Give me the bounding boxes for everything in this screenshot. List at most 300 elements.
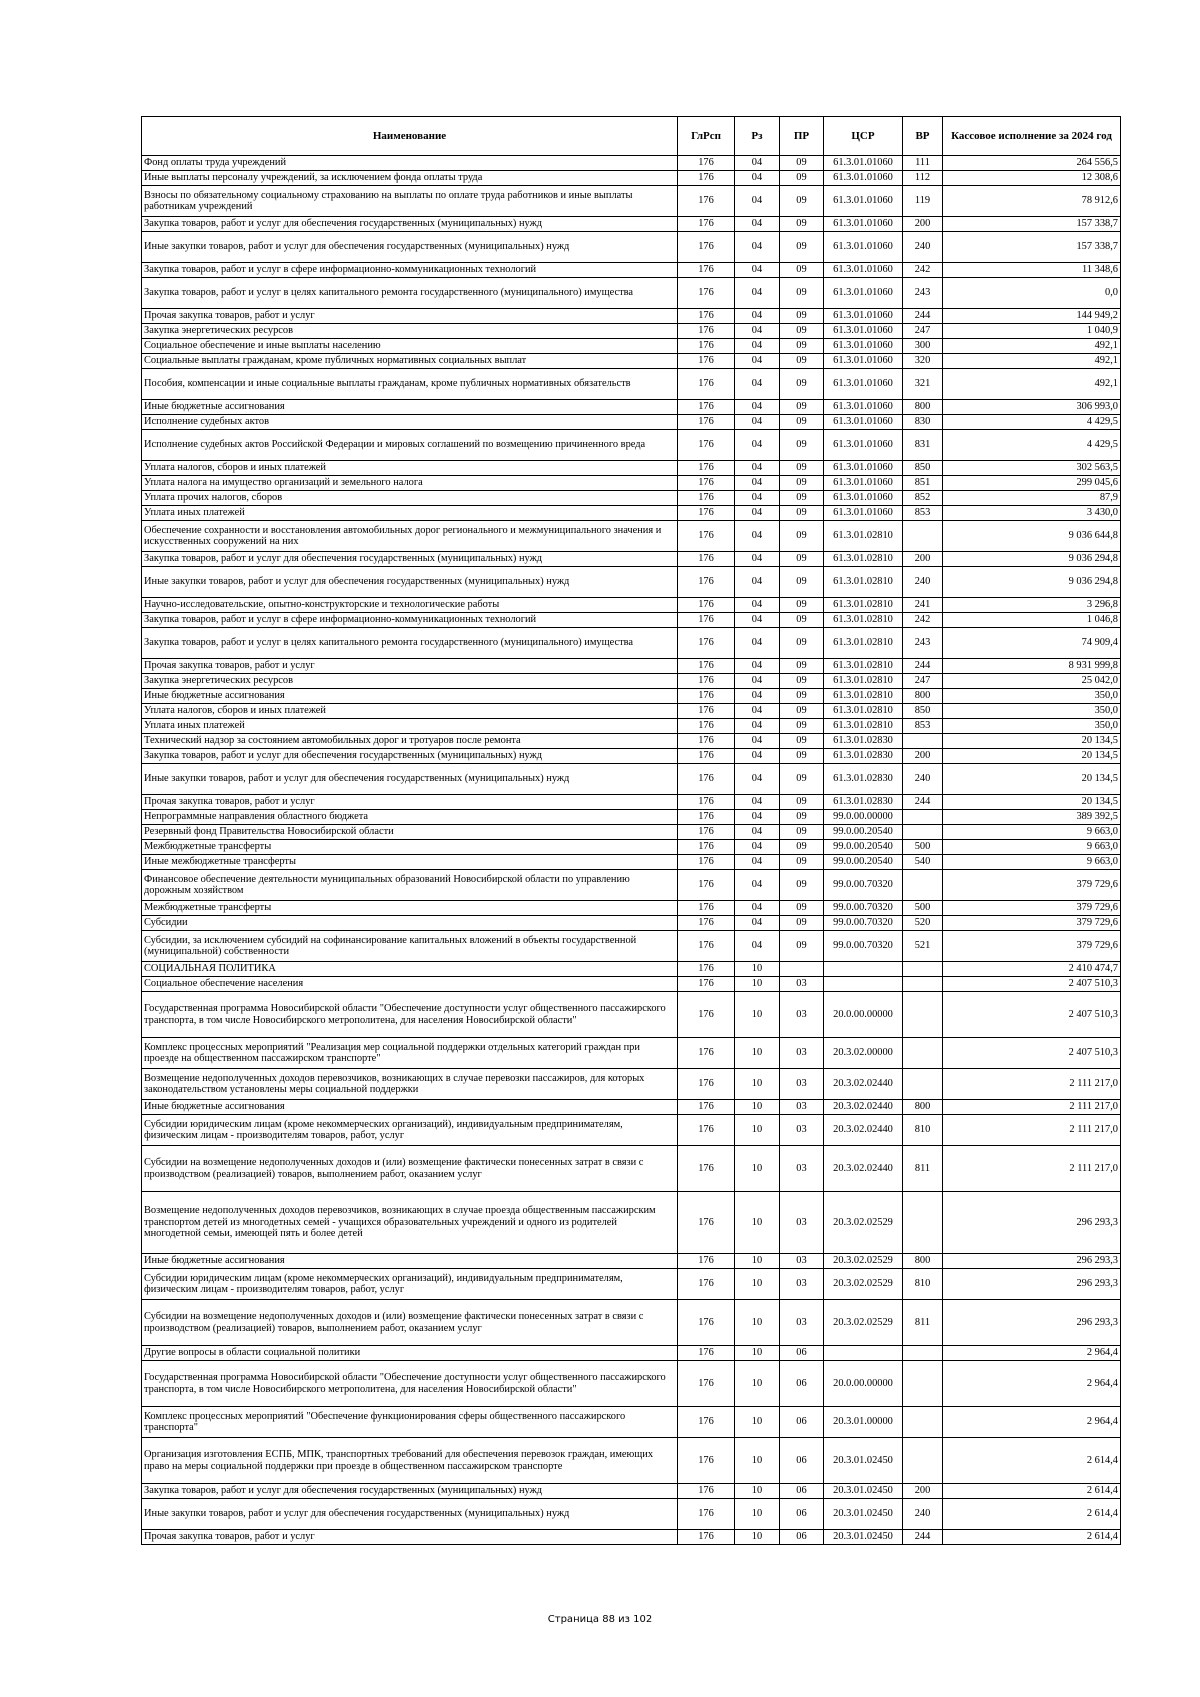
cell-amount: 1 040,9	[943, 324, 1121, 339]
cell-rz: 04	[735, 309, 780, 324]
cell-vr: 240	[903, 764, 943, 795]
cell-csr: 61.3.01.01060	[824, 156, 903, 171]
cell-pr: 09	[780, 749, 824, 764]
cell-amount: 264 556,5	[943, 156, 1121, 171]
table-row	[142, 719, 1121, 734]
cell-amount: 492,1	[943, 354, 1121, 369]
cell-name: Закупка товаров, работ и услуг в сфере информационно-коммуникационных технологий	[142, 263, 678, 278]
cell-grbs: 176	[678, 171, 735, 186]
cell-amount: 1 046,8	[943, 613, 1121, 628]
cell-csr: 99.0.00.20540	[824, 825, 903, 840]
cell-csr: 61.3.01.02810	[824, 704, 903, 719]
cell-grbs: 176	[678, 232, 735, 263]
cell-pr: 09	[780, 171, 824, 186]
cell-vr	[903, 962, 943, 977]
cell-vr: 811	[903, 1300, 943, 1346]
cell-amount: 2 111 217,0	[943, 1146, 1121, 1192]
cell-amount: 2 614,4	[943, 1484, 1121, 1499]
cell-grbs: 176	[678, 415, 735, 430]
cell-amount: 296 293,3	[943, 1192, 1121, 1254]
cell-vr: 800	[903, 1254, 943, 1269]
cell-amount: 379 729,6	[943, 916, 1121, 931]
cell-vr	[903, 992, 943, 1038]
table-row	[142, 1115, 1121, 1146]
cell-name: Субсидии юридическим лицам (кроме некоммерческих организаций), индивидуальным предпринимателям, физическим лицам - производителям товаров, работ, услуг	[142, 1269, 678, 1300]
table-row	[142, 855, 1121, 870]
cell-vr: 241	[903, 598, 943, 613]
cell-grbs: 176	[678, 628, 735, 659]
cell-vr: 831	[903, 430, 943, 461]
cell-name: Субсидии юридическим лицам (кроме некоммерческих организаций), индивидуальным предпринимателям, физическим лицам - производителям товаров, работ, услуг	[142, 1115, 678, 1146]
cell-amount: 2 111 217,0	[943, 1115, 1121, 1146]
cell-grbs: 176	[678, 354, 735, 369]
cell-csr: 61.3.01.01060	[824, 415, 903, 430]
cell-vr: 520	[903, 916, 943, 931]
table-row	[142, 674, 1121, 689]
cell-rz: 10	[735, 1100, 780, 1115]
cell-grbs: 176	[678, 1146, 735, 1192]
cell-pr: 06	[780, 1438, 824, 1484]
cell-pr: 09	[780, 415, 824, 430]
table-row	[142, 324, 1121, 339]
cell-grbs: 176	[678, 870, 735, 901]
cell-name: Иные бюджетные ассигнования	[142, 689, 678, 704]
cell-pr: 03	[780, 992, 824, 1038]
cell-grbs: 176	[678, 901, 735, 916]
cell-amount: 157 338,7	[943, 232, 1121, 263]
cell-name: Межбюджетные трансферты	[142, 840, 678, 855]
cell-pr: 09	[780, 901, 824, 916]
cell-vr	[903, 1407, 943, 1438]
cell-csr: 20.3.01.02450	[824, 1530, 903, 1545]
table-row	[142, 430, 1121, 461]
cell-rz: 04	[735, 825, 780, 840]
cell-name: Финансовое обеспечение деятельности муниципальных образований Новосибирской области по управлению дорожным хозяйством	[142, 870, 678, 901]
table-row	[142, 810, 1121, 825]
cell-name: Прочая закупка товаров, работ и услуг	[142, 795, 678, 810]
cell-rz: 04	[735, 870, 780, 901]
cell-name: Закупка товаров, работ и услуг для обеспечения государственных (муниципальных) нужд	[142, 552, 678, 567]
cell-pr: 09	[780, 521, 824, 552]
cell-pr: 09	[780, 552, 824, 567]
cell-amount: 87,9	[943, 491, 1121, 506]
cell-amount: 8 931 999,8	[943, 659, 1121, 674]
cell-csr: 61.3.01.01060	[824, 506, 903, 521]
cell-pr: 09	[780, 232, 824, 263]
cell-grbs: 176	[678, 719, 735, 734]
cell-rz: 04	[735, 719, 780, 734]
cell-rz: 04	[735, 598, 780, 613]
cell-amount: 20 134,5	[943, 749, 1121, 764]
cell-grbs: 176	[678, 506, 735, 521]
table-row	[142, 186, 1121, 217]
cell-amount: 2 407 510,3	[943, 1038, 1121, 1069]
cell-vr	[903, 521, 943, 552]
cell-rz: 04	[735, 171, 780, 186]
cell-csr: 61.3.01.01060	[824, 263, 903, 278]
cell-vr: 852	[903, 491, 943, 506]
cell-pr: 09	[780, 719, 824, 734]
cell-grbs: 176	[678, 1192, 735, 1254]
cell-vr: 247	[903, 324, 943, 339]
cell-grbs: 176	[678, 1269, 735, 1300]
cell-pr: 09	[780, 309, 824, 324]
cell-pr: 03	[780, 1192, 824, 1254]
table-row	[142, 749, 1121, 764]
cell-grbs: 176	[678, 1069, 735, 1100]
cell-rz: 04	[735, 734, 780, 749]
cell-vr	[903, 870, 943, 901]
table-row	[142, 1269, 1121, 1300]
cell-grbs: 176	[678, 1407, 735, 1438]
cell-csr: 99.0.00.20540	[824, 855, 903, 870]
cell-amount: 296 293,3	[943, 1254, 1121, 1269]
cell-pr: 09	[780, 674, 824, 689]
cell-pr: 09	[780, 339, 824, 354]
cell-grbs: 176	[678, 855, 735, 870]
cell-csr: 61.3.01.02830	[824, 795, 903, 810]
cell-rz: 04	[735, 855, 780, 870]
cell-pr: 09	[780, 840, 824, 855]
cell-grbs: 176	[678, 674, 735, 689]
cell-pr: 06	[780, 1499, 824, 1530]
cell-pr: 09	[780, 369, 824, 400]
cell-rz: 04	[735, 931, 780, 962]
cell-name: Закупка товаров, работ и услуг в целях капитального ремонта государственного (муниципального) имущества	[142, 628, 678, 659]
cell-rz: 10	[735, 1499, 780, 1530]
cell-name: Уплата налогов, сборов и иных платежей	[142, 461, 678, 476]
cell-pr: 03	[780, 1269, 824, 1300]
cell-rz: 10	[735, 1115, 780, 1146]
table-row	[142, 1038, 1121, 1069]
cell-name: СОЦИАЛЬНАЯ ПОЛИТИКА	[142, 962, 678, 977]
cell-amount: 9 036 644,8	[943, 521, 1121, 552]
cell-name: Иные бюджетные ассигнования	[142, 1254, 678, 1269]
table-row	[142, 977, 1121, 992]
table-body	[142, 156, 1121, 1545]
cell-vr: 200	[903, 1484, 943, 1499]
cell-pr: 09	[780, 400, 824, 415]
cell-amount: 144 949,2	[943, 309, 1121, 324]
cell-amount: 20 134,5	[943, 734, 1121, 749]
cell-rz: 04	[735, 628, 780, 659]
cell-rz: 04	[735, 461, 780, 476]
cell-amount: 20 134,5	[943, 795, 1121, 810]
table-row	[142, 552, 1121, 567]
cell-amount: 379 729,6	[943, 931, 1121, 962]
cell-csr: 61.3.01.01060	[824, 217, 903, 232]
cell-pr: 06	[780, 1361, 824, 1407]
cell-amount: 2 111 217,0	[943, 1100, 1121, 1115]
cell-grbs: 176	[678, 1438, 735, 1484]
cell-pr: 09	[780, 506, 824, 521]
cell-csr: 61.3.01.01060	[824, 476, 903, 491]
cell-rz: 04	[735, 810, 780, 825]
cell-amount: 2 964,4	[943, 1361, 1121, 1407]
cell-name: Уплата налога на имущество организаций и земельного налога	[142, 476, 678, 491]
cell-grbs: 176	[678, 1300, 735, 1346]
cell-pr: 09	[780, 916, 824, 931]
cell-vr: 112	[903, 171, 943, 186]
cell-vr: 830	[903, 415, 943, 430]
cell-name: Иные закупки товаров, работ и услуг для обеспечения государственных (муниципальных) нужд	[142, 764, 678, 795]
cell-rz: 04	[735, 415, 780, 430]
cell-name: Прочая закупка товаров, работ и услуг	[142, 659, 678, 674]
cell-grbs: 176	[678, 430, 735, 461]
cell-rz: 10	[735, 1038, 780, 1069]
cell-pr: 09	[780, 324, 824, 339]
cell-vr: 853	[903, 719, 943, 734]
cell-csr: 20.3.02.02529	[824, 1269, 903, 1300]
cell-pr: 03	[780, 1115, 824, 1146]
cell-name: Закупка товаров, работ и услуг для обеспечения государственных (муниципальных) нужд	[142, 217, 678, 232]
cell-name: Закупка товаров, работ и услуг в сфере информационно-коммуникационных технологий	[142, 613, 678, 628]
cell-csr: 61.3.01.02810	[824, 659, 903, 674]
table-row	[142, 1438, 1121, 1484]
cell-csr: 99.0.00.70320	[824, 931, 903, 962]
budget-execution-table	[141, 116, 1121, 1545]
cell-amount: 0,0	[943, 278, 1121, 309]
cell-amount: 74 909,4	[943, 628, 1121, 659]
cell-vr: 243	[903, 628, 943, 659]
table-row	[142, 1407, 1121, 1438]
cell-vr: 200	[903, 749, 943, 764]
cell-vr	[903, 1038, 943, 1069]
cell-name: Возмещение недополученных доходов перевозчиков, возникающих в случае проезда общественным пассажирским транспортом детей из многодетных семей - учащихся образовательных учреждений и одного из родителей многодетной семьи, имеющей пять и более детей	[142, 1192, 678, 1254]
cell-grbs: 176	[678, 217, 735, 232]
cell-amount: 3 430,0	[943, 506, 1121, 521]
table-row	[142, 369, 1121, 400]
cell-csr: 20.3.02.02440	[824, 1146, 903, 1192]
cell-rz: 04	[735, 491, 780, 506]
cell-grbs: 176	[678, 567, 735, 598]
cell-rz: 10	[735, 1346, 780, 1361]
table-row	[142, 339, 1121, 354]
cell-vr	[903, 1438, 943, 1484]
cell-name: Прочая закупка товаров, работ и услуг	[142, 1530, 678, 1545]
cell-rz: 04	[735, 916, 780, 931]
cell-amount: 2 111 217,0	[943, 1069, 1121, 1100]
cell-vr	[903, 734, 943, 749]
cell-name: Иные межбюджетные трансферты	[142, 855, 678, 870]
cell-amount: 389 392,5	[943, 810, 1121, 825]
cell-grbs: 176	[678, 1361, 735, 1407]
table-row	[142, 400, 1121, 415]
cell-rz: 04	[735, 156, 780, 171]
cell-csr	[824, 1346, 903, 1361]
table-row	[142, 1346, 1121, 1361]
cell-csr: 99.0.00.20540	[824, 840, 903, 855]
table-row	[142, 567, 1121, 598]
table-row	[142, 521, 1121, 552]
cell-vr: 244	[903, 309, 943, 324]
cell-name: Иные бюджетные ассигнования	[142, 1100, 678, 1115]
cell-grbs: 176	[678, 795, 735, 810]
cell-grbs: 176	[678, 810, 735, 825]
header-rz: Рз	[735, 117, 780, 156]
cell-rz: 04	[735, 369, 780, 400]
cell-name: Взносы по обязательному социальному страхованию на выплаты по оплате труда работников и иные выплаты работникам учреждений	[142, 186, 678, 217]
cell-name: Пособия, компенсации и иные социальные выплаты гражданам, кроме публичных нормативных обязательств	[142, 369, 678, 400]
cell-csr: 20.3.02.02529	[824, 1254, 903, 1269]
cell-pr: 09	[780, 278, 824, 309]
table-row	[142, 734, 1121, 749]
table-row	[142, 1530, 1121, 1545]
table-row	[142, 1254, 1121, 1269]
cell-grbs: 176	[678, 1499, 735, 1530]
cell-rz: 04	[735, 400, 780, 415]
cell-grbs: 176	[678, 278, 735, 309]
cell-pr: 09	[780, 567, 824, 598]
table-row	[142, 704, 1121, 719]
cell-name: Иные закупки товаров, работ и услуг для обеспечения государственных (муниципальных) нужд	[142, 1499, 678, 1530]
cell-vr: 320	[903, 354, 943, 369]
cell-grbs: 176	[678, 1100, 735, 1115]
cell-pr: 09	[780, 704, 824, 719]
cell-grbs: 176	[678, 1346, 735, 1361]
cell-name: Непрограммные направления областного бюджета	[142, 810, 678, 825]
header-name: Наименование	[142, 117, 678, 156]
cell-vr: 321	[903, 369, 943, 400]
cell-name: Прочая закупка товаров, работ и услуг	[142, 309, 678, 324]
cell-pr: 09	[780, 186, 824, 217]
table-row	[142, 1361, 1121, 1407]
cell-pr: 09	[780, 217, 824, 232]
cell-csr: 61.3.01.02810	[824, 689, 903, 704]
cell-name: Исполнение судебных актов	[142, 415, 678, 430]
cell-pr: 09	[780, 810, 824, 825]
cell-csr: 20.3.02.02529	[824, 1300, 903, 1346]
table-row	[142, 659, 1121, 674]
cell-csr: 61.3.01.01060	[824, 309, 903, 324]
cell-grbs: 176	[678, 552, 735, 567]
cell-vr: 521	[903, 931, 943, 962]
table-row	[142, 1146, 1121, 1192]
cell-grbs: 176	[678, 613, 735, 628]
cell-amount: 9 663,0	[943, 840, 1121, 855]
table-row	[142, 171, 1121, 186]
cell-amount: 2 614,4	[943, 1438, 1121, 1484]
cell-name: Иные бюджетные ассигнования	[142, 400, 678, 415]
cell-csr: 20.3.02.02440	[824, 1100, 903, 1115]
cell-grbs: 176	[678, 825, 735, 840]
cell-pr: 03	[780, 1300, 824, 1346]
cell-vr: 500	[903, 840, 943, 855]
cell-csr: 61.3.01.01060	[824, 491, 903, 506]
cell-name: Комплекс процессных мероприятий "Обеспечение функционирования сферы общественного пассажирского транспорта"	[142, 1407, 678, 1438]
cell-grbs: 176	[678, 977, 735, 992]
cell-vr: 200	[903, 217, 943, 232]
cell-rz: 10	[735, 1361, 780, 1407]
cell-rz: 04	[735, 263, 780, 278]
table-row	[142, 962, 1121, 977]
cell-amount: 4 429,5	[943, 430, 1121, 461]
cell-vr: 243	[903, 278, 943, 309]
cell-csr: 20.0.00.00000	[824, 992, 903, 1038]
cell-pr: 03	[780, 1069, 824, 1100]
cell-csr: 20.3.01.02450	[824, 1499, 903, 1530]
cell-amount: 2 410 474,7	[943, 962, 1121, 977]
cell-amount: 2 407 510,3	[943, 977, 1121, 992]
cell-rz: 10	[735, 1484, 780, 1499]
cell-grbs: 176	[678, 689, 735, 704]
cell-name: Иные закупки товаров, работ и услуг для обеспечения государственных (муниципальных) нужд	[142, 232, 678, 263]
cell-vr: 851	[903, 476, 943, 491]
cell-rz: 04	[735, 339, 780, 354]
cell-grbs: 176	[678, 476, 735, 491]
cell-name: Субсидии на возмещение недополученных доходов и (или) возмещение фактически понесенных затрат в связи с производством (реализацией) товаров, выполнением работ, оказанием услуг	[142, 1300, 678, 1346]
table-row	[142, 217, 1121, 232]
cell-csr: 61.3.01.01060	[824, 400, 903, 415]
cell-rz: 10	[735, 1438, 780, 1484]
cell-rz: 04	[735, 232, 780, 263]
cell-vr: 200	[903, 552, 943, 567]
cell-csr: 99.0.00.70320	[824, 916, 903, 931]
cell-vr	[903, 810, 943, 825]
cell-vr	[903, 1069, 943, 1100]
cell-grbs: 176	[678, 659, 735, 674]
cell-csr: 99.0.00.70320	[824, 901, 903, 916]
table-row	[142, 354, 1121, 369]
cell-pr: 09	[780, 659, 824, 674]
cell-rz: 04	[735, 840, 780, 855]
cell-rz: 04	[735, 521, 780, 552]
table-row	[142, 263, 1121, 278]
cell-csr: 20.3.02.02529	[824, 1192, 903, 1254]
cell-pr: 09	[780, 263, 824, 278]
cell-vr: 500	[903, 901, 943, 916]
cell-amount: 25 042,0	[943, 674, 1121, 689]
cell-csr: 61.3.01.02810	[824, 552, 903, 567]
cell-grbs: 176	[678, 962, 735, 977]
cell-rz: 04	[735, 689, 780, 704]
cell-pr: 03	[780, 1038, 824, 1069]
cell-grbs: 176	[678, 400, 735, 415]
cell-amount: 302 563,5	[943, 461, 1121, 476]
header-csr: ЦСР	[824, 117, 903, 156]
cell-pr: 09	[780, 354, 824, 369]
cell-rz: 10	[735, 1254, 780, 1269]
cell-vr: 800	[903, 689, 943, 704]
cell-grbs: 176	[678, 749, 735, 764]
table-row	[142, 840, 1121, 855]
cell-name: Закупка товаров, работ и услуг для обеспечения государственных (муниципальных) нужд	[142, 1484, 678, 1499]
cell-csr: 61.3.01.01060	[824, 461, 903, 476]
cell-grbs: 176	[678, 931, 735, 962]
cell-vr: 244	[903, 659, 943, 674]
cell-rz: 04	[735, 674, 780, 689]
cell-name: Уплата налогов, сборов и иных платежей	[142, 704, 678, 719]
cell-amount: 4 429,5	[943, 415, 1121, 430]
cell-csr: 61.3.01.02810	[824, 613, 903, 628]
cell-name: Государственная программа Новосибирской области "Обеспечение доступности услуг общественного пассажирского транспорта, в том числе Новосибирского метрополитена, для населения Новосибирской области"	[142, 1361, 678, 1407]
cell-grbs: 176	[678, 704, 735, 719]
cell-pr: 09	[780, 613, 824, 628]
cell-csr: 20.3.02.02440	[824, 1069, 903, 1100]
table-row	[142, 598, 1121, 613]
cell-amount: 492,1	[943, 339, 1121, 354]
cell-vr: 240	[903, 567, 943, 598]
cell-grbs: 176	[678, 840, 735, 855]
cell-vr: 242	[903, 263, 943, 278]
cell-name: Возмещение недополученных доходов перевозчиков, возникающих в случае перевозки пассажиров, для которых законодательством установлены меры социальной поддержки	[142, 1069, 678, 1100]
table-row	[142, 278, 1121, 309]
table-row	[142, 795, 1121, 810]
table-row	[142, 931, 1121, 962]
cell-grbs: 176	[678, 156, 735, 171]
cell-rz: 04	[735, 613, 780, 628]
cell-rz: 10	[735, 977, 780, 992]
